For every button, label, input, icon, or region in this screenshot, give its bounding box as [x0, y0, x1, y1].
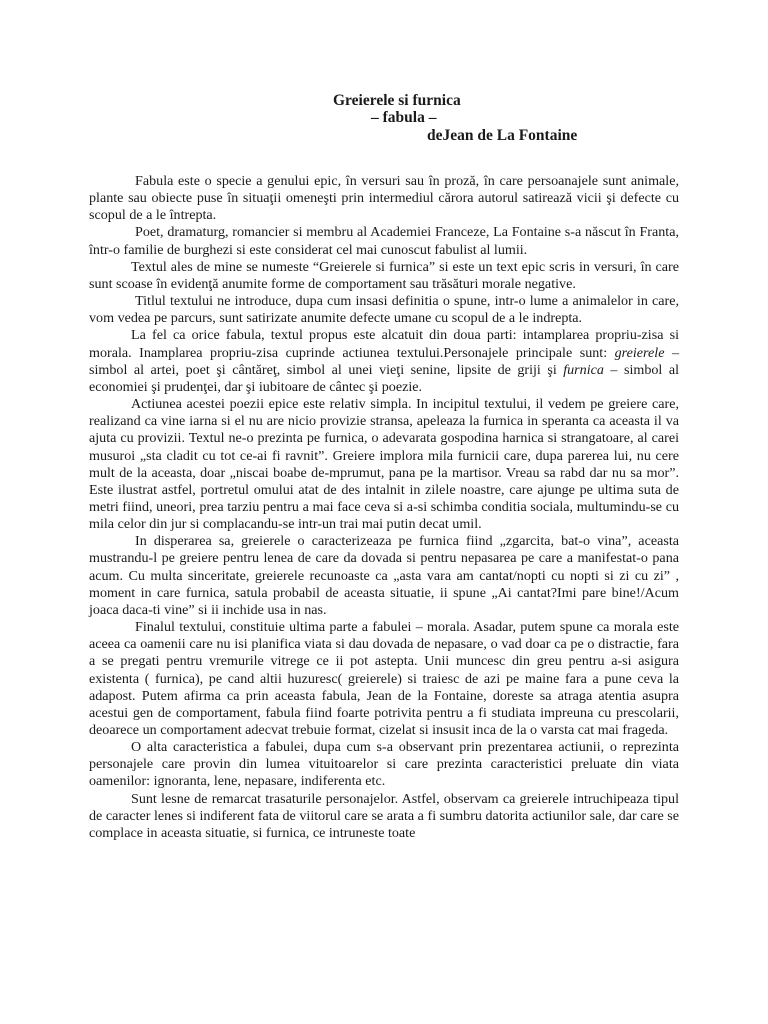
paragraph-characteristic: O alta caracteristica a fabulei, dupa cum s-a observant prin prezentarea actiunii, o reprezinta personajele care provin din lumea vituitoarelor si care prezinta caracteristici preluate din viata oamenilor: ignoranta, lene, nepasare, indiferenta etc. [89, 739, 679, 790]
paragraph-moral: Finalul textului, constituie ultima parte a fabulei – morala. Asadar, putem spune ca morala este aceea ca oamenii care nu isi planifica viata si dau dovada de nepasare, o vad doar ca pe o distractie, fara a se pregati pentru vremurile vitrege ce ii pot astepta. Unii muncesc din greu pentru a-si asigura existenta ( furnica), pe cand altii huzuresc( greierele) si traiesc de azi pe maine fara a pune ceva la adapost. Putem afirma ca prin aceasta fabula, Jean de la Fontaine, doreste sa atraga atentia asupra acestui gen de comportament, fabula fiind foarte potrivita pentru a fi studiata impreuna cu prescolarii, deoarece un comportament adecvat trebuie format, cizelat si insusit inca de la o varsta cat mai frageda. [89, 619, 679, 738]
paragraph-structure [89, 327, 679, 396]
paragraph-definition: Fabula este o specie a genului epic, în versuri sau în proză, în care persoanajele sunt animale, plante sau obiecte puse în situaţii omeneşti prin intermediul cărora autorul satirează vicii şi defecte cu scopul de a le întrepta. [89, 173, 679, 224]
document-subtitle: – fabula – [371, 109, 437, 126]
paragraph-text-choice: Textul ales de mine se numeste “Greierele si furnica” si este un text epic scris in versuri, în care sunt scoase în evidenţă anumite forme de comportament sau trăsături morale negative. [89, 258, 679, 292]
author-line: deJean de La Fontaine [427, 127, 578, 144]
document-title: Greierele si furnica [333, 92, 461, 109]
body-text [89, 173, 679, 842]
paragraph-structure-text-1: La fel ca orice fabula, textul propus este alcatuit din doua parti: intamplarea propriu-zisa si morala. Inamplarea propriu-zisa cuprinde actiunea textului.Personajele principale sunt: [89, 327, 679, 361]
character-greierele: greierele [614, 344, 665, 361]
paragraph-despair: In disperarea sa, greierele o caracterizeaza pe furnica fiind „zgarcita, bat-o vina”, aceasta mustrandu-l pe greiere pentru lenea de care da dovada si pentru nepasarea pe care a manifestat-o pana acum. Cu multa sinceritate, greierele recunoaste ca „asta vara am cantat/nopti cu nopti si zi cu zi” , moment in care furnica, satula probabil de aceasta situatie, ii spune „Ai cantat?Imi pare bine!/Acum joaca daca-ti vine” si ii inchide usa in nas. [89, 533, 679, 618]
paragraph-structure-text-3: – simbol al economiei şi prudenţei, dar şi iubitoare de cântec şi poezie. [89, 361, 679, 395]
paragraph-action: Actiunea acestei poezii epice este relativ simpla. In incipitul textului, il vedem pe greiere care, realizand ca vine iarna si el nu are nicio provizie stransa, apeleaza la furnica in speranta ca aceasta il va ajuta cu provizii. Textul ne-o prezinta pe furnica, o adevarata gospodina harnica si strangatoare, al carei musuroi „sta cladit cu tot ce-ai fi ravnit”. Greiere implora mila furnicii care, dupa parerea lui, nu cere mult de la aceasta, doar „niscai boabe de-mprumut, pana pe la martisor. Vreau sa rabd dar nu sa mor”. Este ilustrat astfel, portretul omului atat de des intalnit in zilele noastre, care ajunge pe ultima suta de metri fiind, uneori, prea tarziu pentru a mai face ceva si a-si schimba conditia sociala, multumindu-se cu mila celor din jur si complacandu-se intr-un trai mai putin decat umil. [89, 396, 679, 533]
paragraph-author: Poet, dramaturg, romancier si membru al Academiei Franceze, La Fontaine s-a născut în Franta, într-o familie de burghezi si este considerat cel mai cunoscut fabulist al lumii. [89, 224, 679, 258]
paragraph-character-traits: Sunt lesne de remarcat trasaturile personajelor. Astfel, observam ca greierele intruchipeaza tipul de caracter lenes si indiferent fata de viitorul care se arata a fi sumbru datorita actiunilor sale, dar care se complace in aceasta situatie, si furnica, ce intruneste toate [89, 790, 679, 841]
character-furnica: furnica [563, 361, 604, 378]
paragraph-title: Titlul textului ne introduce, dupa cum insasi definitia o spune, intr-o lume a animalelor in care, vom vedea pe parcurs, sunt satirizate anumite defecte umane cu scopul de a le indrepta. [89, 293, 679, 327]
paragraph-structure-text-2: – simbol al artei, poet şi cântăreţ, simbol al unei vieţi senine, lipsite de griji şi [89, 344, 679, 378]
